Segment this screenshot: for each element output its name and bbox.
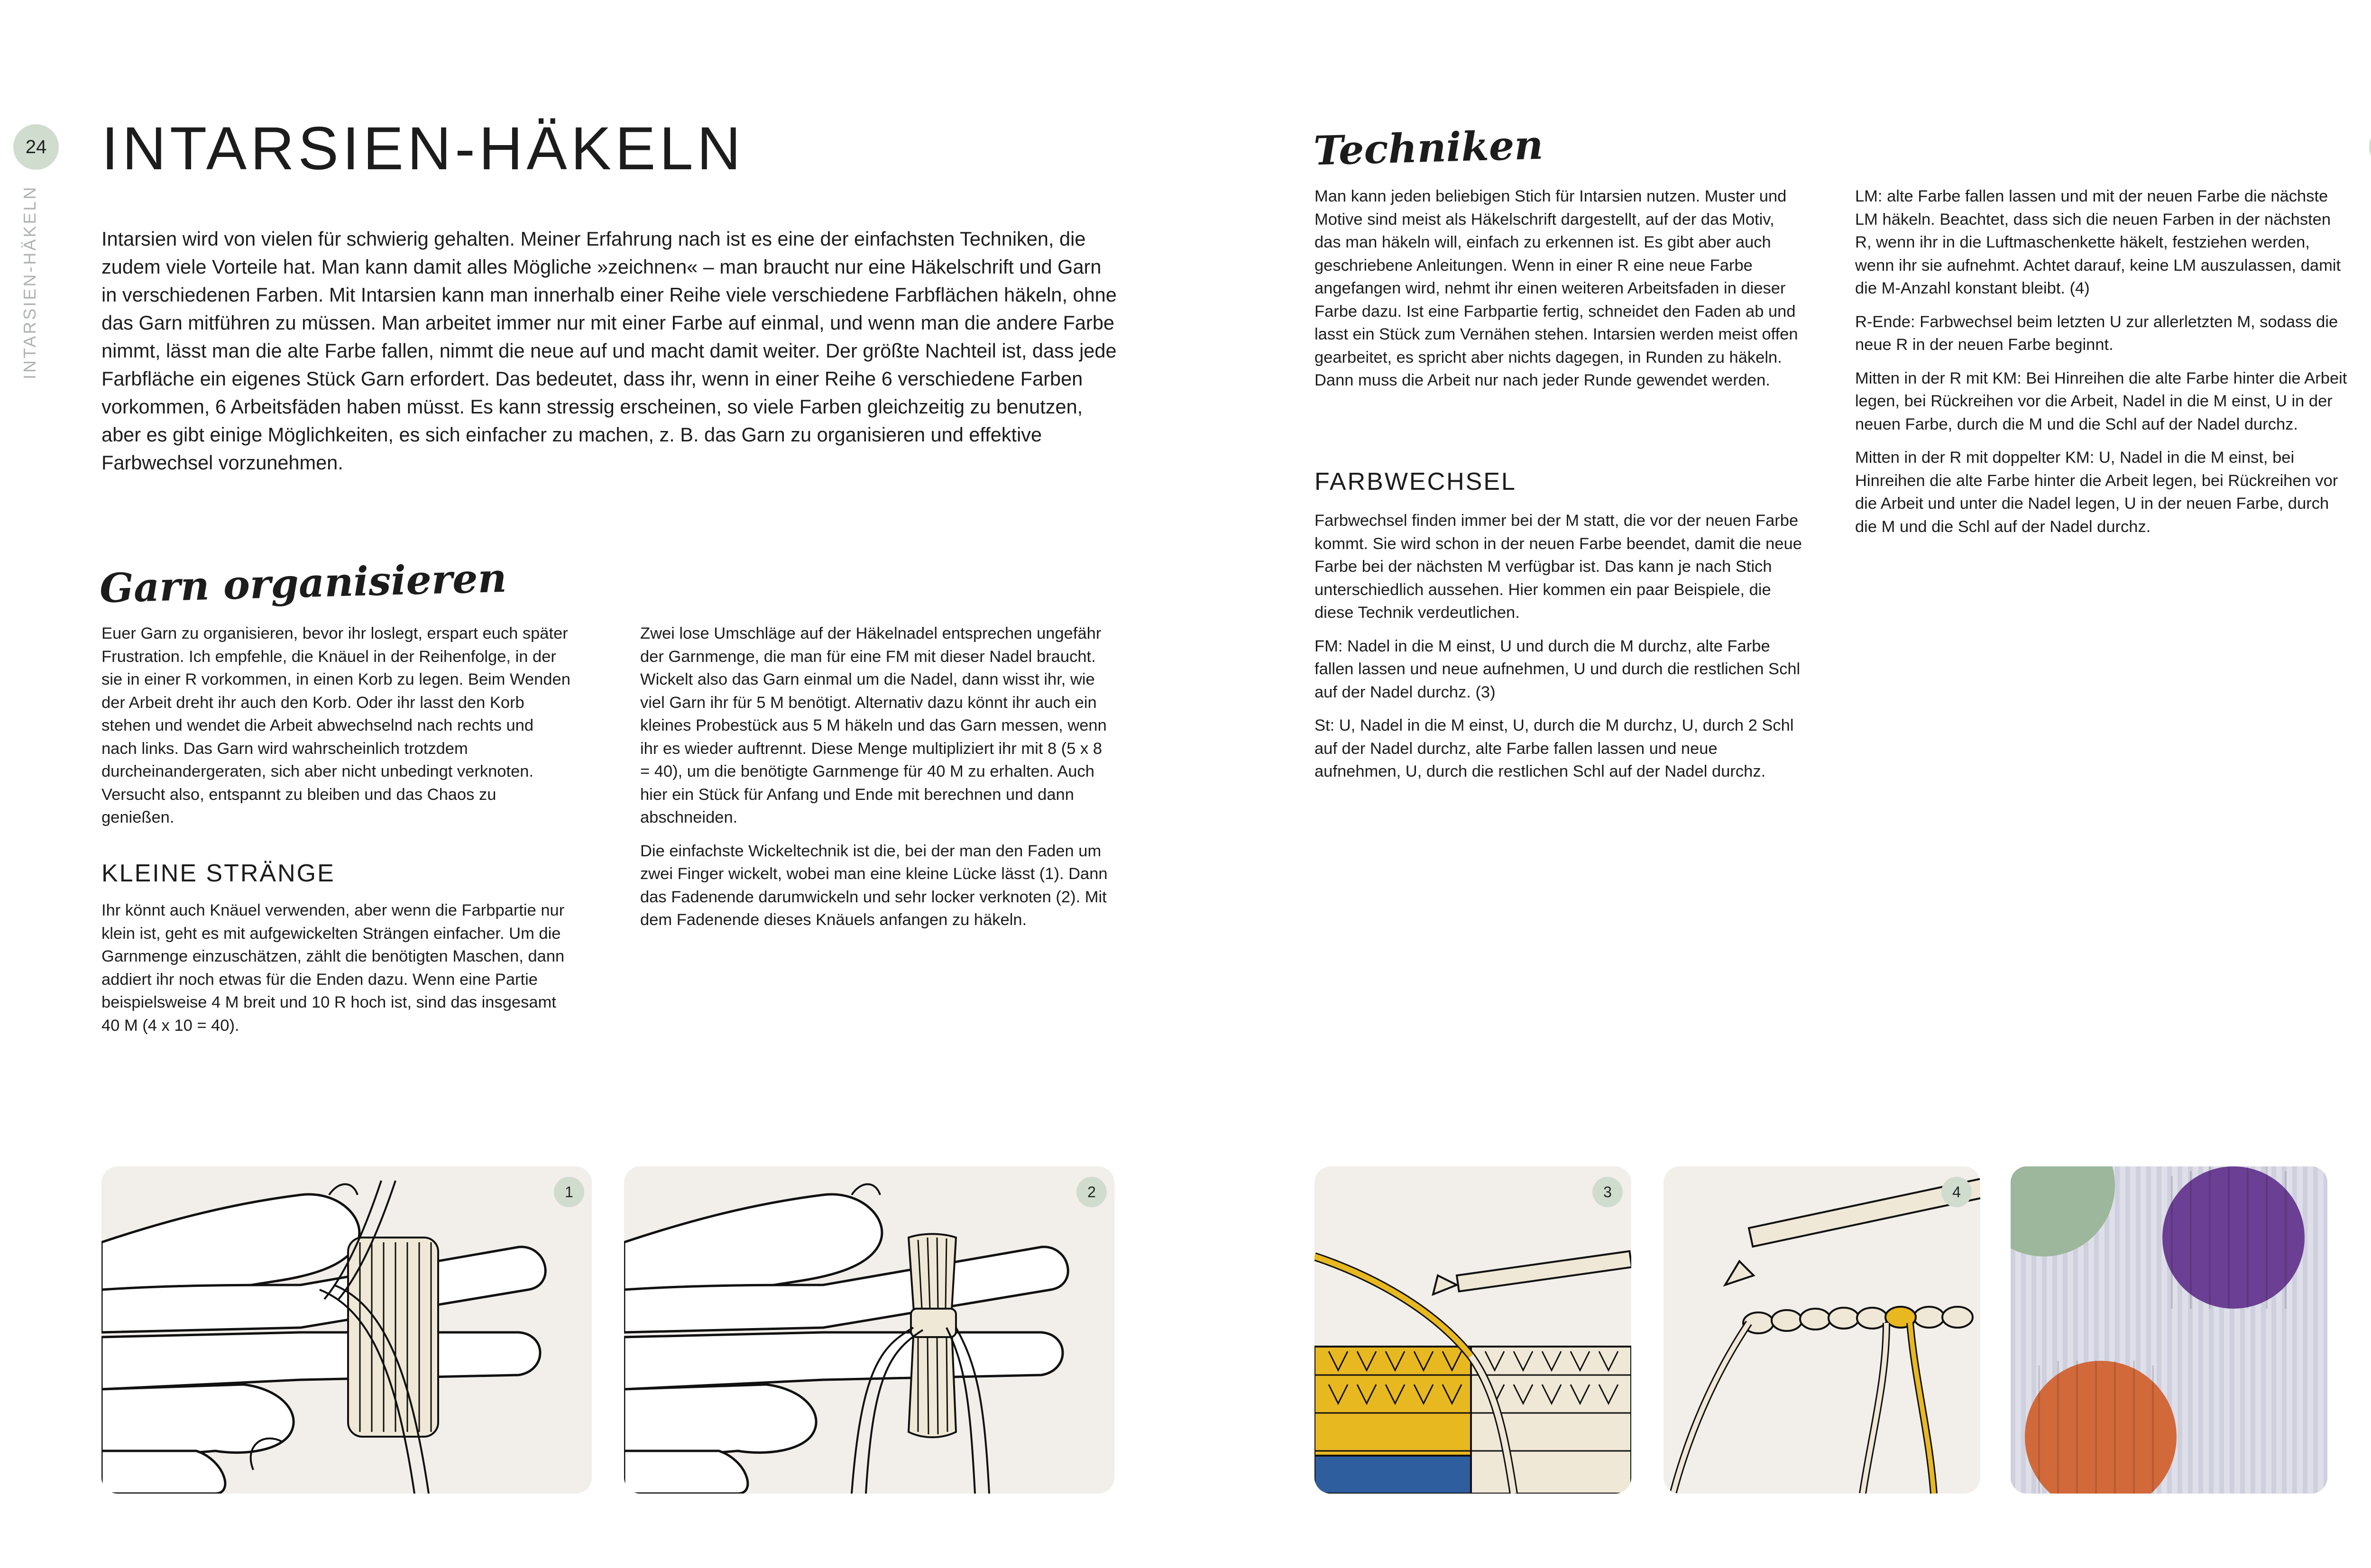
- column-farbwechsel: [1314, 509, 1803, 794]
- figure-2-number: [1076, 1177, 1107, 1207]
- paragraph-st: St: U, Nadel in die M einst, U, durch die M durchz, U, durch 2 Schl auf der Nadel durchz, alte Farbe fallen lassen und neue aufnehmen, U, durch die restlichen Schl auf der Nadel durchz.: [1314, 716, 1794, 780]
- paragraph-r-ende: R-Ende: Farbwechsel beim letzten U zur allerletzten M, sodass die neue R in der neuen Farbe beginnt.: [1855, 312, 2338, 354]
- figure-1-number: [554, 1177, 584, 1207]
- paragraph-garn-organisieren: Euer Garn zu organisieren, bevor ihr loslegt, erspart euch später Frustration. Ich empfehle, die Knäuel in der Reihenfolge, in der sie in einer R vorkommen, in einen Korb zu legen. Beim Wenden der Arbeit dreht ihr auch den Korb. Oder ihr lasst den Korb stehen und wendet die Arbeit abwechselnd nach rechts und nach links. Das Garn wird wahrscheinlich trotzdem durcheinandergeraten, sich aber nicht unbedingt verknoten. Versucht also, entspannt zu bleiben und das Chaos zu genießen.: [101, 624, 570, 826]
- figure-4-chain-change: [1663, 1166, 1980, 1494]
- hand-wrapping-illustration: [101, 1166, 592, 1494]
- paragraph-garnmenge: Zwei lose Umschläge auf der Häkelnadel entsprechen ungefähr der Garnmenge, die man für eine FM mit dieser Nadel braucht. Wickelt also das Garn einmal um die Nadel, dann wisst ihr, wie viel Garn ihr für 5 M benötigt. Alternativ dazu könnt ihr auch ein kleines Probestück aus 5 M häkeln und das Garn messen, wenn ihr es wieder auftrennt. Diese Menge multipliziert ihr mit 8 (5 x 8 = 40), um die benötigte Garnmenge für 40 M zu erhalten. Auch hier ein Stück für Anfang und Ende mit berechnen und dann abschneiden.: [640, 624, 1107, 826]
- paragraph-wickeltechnik: Die einfachste Wickeltechnik ist die, bei der man den Faden um zwei Finger wickelt, wobei man eine kleine Lücke lässt (1). Dann das Fadenende darumwickeln und sehr locker verknoten (2). Mit dem Fadenende dieses Knäuels anfangen zu häkeln.: [640, 842, 1108, 929]
- heading-farbwechsel: FARBWECHSEL: [1314, 468, 1516, 495]
- column-techniken-2: [1855, 185, 2348, 549]
- heading-kleine-straenge: KLEINE STRÄNGE: [101, 860, 335, 887]
- paragraph-techniken: Man kann jeden beliebigen Stich für Intarsien nutzen. Muster und Motive sind meist als Häkelschrift dargestellt, auf der das Motiv, das man häkeln will, einfach zu erkennen ist. Es gibt aber auch geschriebene Anleitungen. Wenn in einer R eine neue Farbe angefangen wird, nehmt ihr einen weiteren Arbeitsfaden in dieser Farbe dazu. Ist eine Farbpartie fertig, schneidet den Faden ab und lasst ein Stück zum Vernähen stehen. Intarsien werden meist offen gearbeitet, es spricht aber nichts dagegen, in Runden zu häkeln. Dann muss die Arbeit nur nach jeder Runde gewendet werden.: [1314, 187, 1798, 389]
- page-number-right: [2369, 124, 2371, 170]
- figure-1-wrapping: [101, 1166, 592, 1494]
- page-number-left-text: 24: [25, 136, 47, 157]
- paragraph-lm: LM: alte Farbe fallen lassen und mit der neuen Farbe die nächste LM häkeln. Beachtet, dass sich die neuen Farben in der nächsten R, wenn ihr in die Luftmaschenkette häkelt, festziehen werden, wenn ihr sie aufnehmt. Achtet darauf, keine LM auszulassen, damit die M-Anzahl konstant bleibt. (4): [1855, 187, 2341, 297]
- heading-garn-organisieren: Garn organisieren: [99, 554, 507, 612]
- intarsia-swatch-photo: [2011, 1166, 2327, 1494]
- photo-intarsia-swatch: [2011, 1166, 2327, 1494]
- column-garn-2: [640, 622, 1114, 942]
- page-number-left: [13, 124, 59, 170]
- figure-3-color-change: [1314, 1166, 1631, 1494]
- hand-knotting-illustration: [624, 1166, 1114, 1494]
- intro-paragraph: Intarsien wird von vielen für schwierig gehalten. Meiner Erfahrung nach ist es eine der einfachsten Techniken, die zudem viele Vorteile hat. Man kann damit alles Mögliche »zeichnen« – man braucht nur eine Häkelschrift und Garn in verschiedenen Farben. Mit Intarsien kann man innerhalb einer Reihe viele verschiedene Farbflächen häkeln, ohne das Garn mitführen zu müssen. Man arbeitet immer nur mit einer Farbe auf einmal, und wenn man die andere Farbe nimmt, lässt man die alte Farbe fallen, nimmt die neue auf und macht damit weiter. Der größte Nachteil ist, dass jede Farbfläche ein eigenes Stück Garn erfordert. Das bedeutet, dass ihr, wenn in einer Reihe 6 verschiedene Farben vorkommen, 6 Arbeitsfäden haben müsst. Es kann stressig erscheinen, so viele Farben gleichzeitig zu benutzen, aber es gibt einige Möglichkeiten, es sich einfacher zu machen, z. B. das Garn zu organisieren und effektive Farbwechsel vorzunehmen.: [101, 228, 1117, 474]
- chain-stitch-illustration: [1663, 1166, 1980, 1494]
- heading-techniken: Techniken: [1313, 121, 1544, 174]
- figure-4-number-text: 4: [1952, 1183, 1961, 1201]
- figure-2-number-text: 2: [1087, 1183, 1096, 1201]
- paragraph-farbwechsel: Farbwechsel finden immer bei der M statt, die vor der neuen Farbe kommt. Sie wird schon in der neuen Farbe beendet, damit die neue Farbe bei der nächsten M verfügbar ist. Das kann je nach Stich unterschiedlich aussehen. Hier kommen ein paar Beispiele, die diese Technik verdeutlichen.: [1314, 512, 1802, 622]
- crochet-rows-illustration: [1314, 1166, 1631, 1494]
- paragraph-fm: FM: Nadel in die M einst, U und durch die M durchz, alte Farbe fallen lassen und neue aufnehmen, U und durch die restlichen Schl auf der Nadel durchz. (3): [1314, 637, 1801, 701]
- figure-3-number-text: 3: [1603, 1183, 1612, 1201]
- paragraph-doppelte-km: Mitten in der R mit doppelter KM: U, Nadel in die M einst, bei Hinreihen die alte Farbe hinter die Arbeit legen, bei Rückreihen vor die Arbeit und unter die Nadel legen, U in der neuen Farbe, durch die M und die Schl auf der Nadel durchz.: [1855, 449, 2338, 536]
- figure-2-knotting: [624, 1166, 1114, 1494]
- figure-4-number: [1941, 1177, 1972, 1207]
- page-title: INTARSIEN-HÄKELN: [101, 115, 745, 183]
- figure-3-number: [1592, 1177, 1623, 1207]
- column-techniken-1: [1314, 185, 1803, 403]
- paragraph-km: Mitten in der R mit KM: Bei Hinreihen die alte Farbe hinter die Arbeit legen, bei Rückreihen vor die Arbeit, Nadel in die M einst, U in der neuen Farbe, durch die M und die Schl auf der Nadel durchz.: [1855, 369, 2347, 433]
- figure-1-number-text: 1: [565, 1183, 573, 1201]
- column-kleine-straenge: [101, 899, 571, 1047]
- column-garn-1: [101, 622, 571, 840]
- side-label-left: INTARSIEN-HÄKELN: [20, 185, 39, 379]
- paragraph-kleine-straenge: Ihr könnt auch Knäuel verwenden, aber wenn die Farbpartie nur klein ist, geht es mit aufgewickelten Strängen einfacher. Um die Garnmenge einzuschätzen, zählt die benötigten Maschen, dann addiert ihr noch etwas für die Enden dazu. Wenn eine Partie beispielsweise 4 M breit und 10 R hoch ist, sind das insgesamt 40 M (4 x 10 = 40).: [101, 901, 565, 1035]
